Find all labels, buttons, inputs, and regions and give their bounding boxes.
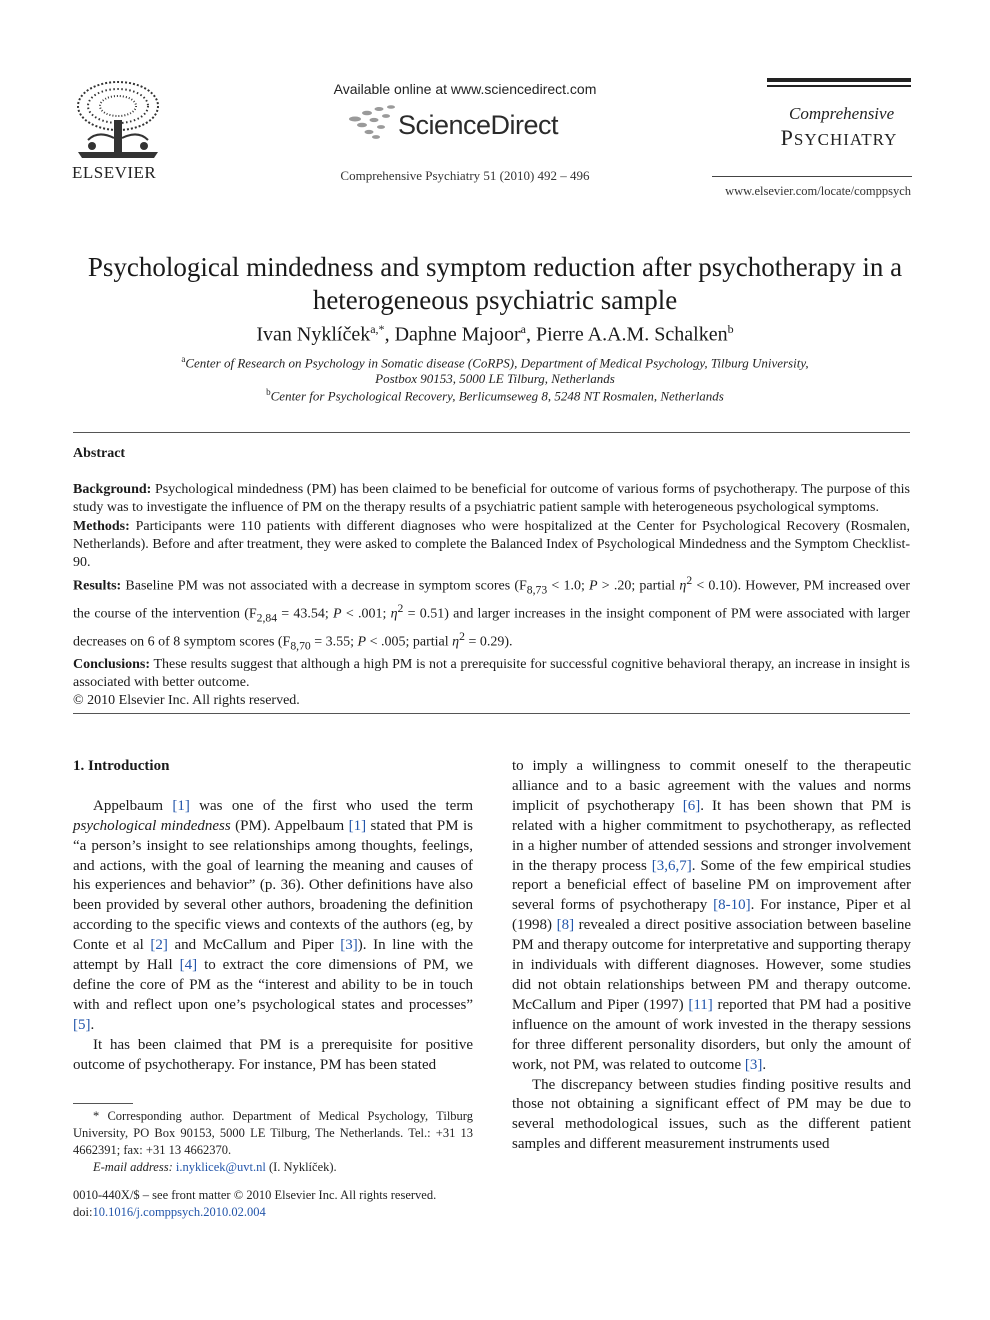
abstract-background: Background: Psychological mindedness (PM) has been claimed to be beneficial for outcome of various forms of psychotherapy. The purpose of this study was to investigate the influence of PM on the therapy results of a psychiatric patient sample with heterogeneous psychological symptoms.: [73, 482, 910, 516]
affiliation-a-line2: Postbox 90153, 5000 LE Tilburg, Netherlands: [375, 371, 615, 386]
affiliation-a-line1: $^a$Center of Research on Psychology in Somatic disease (CoRPS), Department of Medical Psychology, Tilburg University,: [181, 354, 809, 371]
citation-link[interactable]: [3]: [744, 1056, 763, 1073]
abstract-conclusions: Conclusions: These results suggest that although a high PM is not a prerequisite for successful cognitive behavioral therapy, an increase in insight is associated with better outcome.: [73, 656, 910, 691]
header-rule: [712, 176, 912, 177]
citation-link[interactable]: [3]: [340, 937, 358, 954]
journal-citation: Comprehensive Psychiatry 51 (2010) 492 – 496: [340, 168, 590, 183]
journal-url[interactable]: www.elsevier.com/locate/comppsych: [725, 184, 911, 198]
intro-paragraph-1: Appelbaum [1] was one of the first who used the term psychological mindedness (PM). Appelbaum [1] stated that PM is “a person’s insight to see relationships among thoughts, feelings, and actions, with the goal of learning the meaning and causes of his experiences and behavior” (p. 36). Other definitions have also been provided by several other authors, broadening the definition according to the specific views and contexts of the authors (eg, by Conte et al [2] and McCallum and Piper [3]). In line with the attempt by Hall [4] to extract the core dimensions of PM, we define the core of PM as the “interest and ability to be in touch with and reflect upon one’s psychological states and processes” [5].: [73, 797, 474, 1033]
citation-link[interactable]: [11]: [688, 996, 713, 1013]
citation-link[interactable]: [5]: [73, 1016, 91, 1033]
citation-link[interactable]: [4]: [179, 957, 198, 974]
citation-link[interactable]: [6]: [682, 797, 701, 814]
corresponding-author-footnote: * Corresponding author. Department of Medical Psychology, Tilburg University, PO Box 90153, 5000 LE Tilburg, The Netherlands. Tel.: +31 13 4662391; fax: +31 13 4662370. E-mail address: i.nyklicek@uvt.nl (I. Nyklíček).: [73, 1109, 473, 1174]
section-heading: 1. Introduction: [73, 758, 170, 774]
abstract-copyright: © 2010 Elsevier Inc. All rights reserved.: [73, 693, 300, 709]
publisher-name: ELSEVIER: [72, 163, 157, 182]
citation-link[interactable]: [8-10]: [713, 897, 751, 914]
author-list: Ivan Nyklíček$^{a,*}$, Daphne Majoor$^a$, Pierre A.A.M. Schalken$^b$: [256, 322, 734, 346]
author-name: Pierre A.A.M. Schalken: [535, 323, 728, 346]
abstract-body: [73, 481, 910, 711]
intro-paragraph-2: It has been claimed that PM is a prerequisite for positive outcome of psychotherapy. For instance, PM has been stated: [73, 1036, 473, 1073]
citation-link[interactable]: [1]: [172, 797, 190, 814]
front-matter: 0010-440X/$ – see front matter © 2010 Elsevier Inc. All rights reserved. doi:10.1016/j.comppsych.2010.02.004: [73, 1188, 437, 1219]
abstract-methods: Methods: Participants were 110 patients with different diagnoses who were hospitalized at the Center for Psychological Recovery (Rosmalen, Netherlands). Before and after treatment, they were asked to complete the Balanced Index of Psychological Mindedness and the Symptom Checklist-90.: [73, 518, 911, 571]
abstract-results: Results: Baseline PM was not associated with a decrease in symptom scores ($F_{8,73} < 1.0$; P > .20; partial $\eta^2 < 0.10$). However, PM increased over the course of the intervention ($F_{2,84} = 43.54$; P < .001; $\eta^2 = 0.51$) and larger increases in the insight component of PM were associated with larger decreases on 6 of 8 symptom scores ($F_{8,70} = 3.55$; P < .005; partial $\eta^2 = 0.29$).: [73, 574, 911, 653]
intro-paragraph-2-cont: to imply a willingness to commit oneself to the therapeutic alliance and to a basic agreement with the values and norms implicit of psychotherapy [6]. It has been shown that PM is related with a higher commitment to psychotherapy, as reflected in a higher number of attended sessions and stronger involvement in the therapy process [3,6,7]. Some of the few empirical studies report a beneficial effect of baseline PM on improvement after several forms of psychotherapy [8-10]. For instance, Piper et al (1998) [8] revealed a direct positive association between baseline PM and therapy outcome for interpretative and supporting therapy in individuals with different diagnoses. However, some studies did not obtain relationships between PM and therapy outcome. McCallum and Piper (1997) [11] reported that PM had a positive influence on the amount of work invested in the therapy sessions for three different personality disorders, but only the amount of work, not PM, was related to outcome [3].: [512, 758, 912, 1073]
sciencedirect-wordmark: ScienceDirect: [398, 110, 559, 140]
doi-link[interactable]: 10.1016/j.comppsych.2010.02.004: [92, 1205, 266, 1219]
author-name: Ivan Nyklíček: [256, 323, 371, 346]
citation-link[interactable]: [1]: [348, 817, 367, 834]
citation-link[interactable]: [2]: [150, 937, 168, 954]
intro-paragraph-4: The discrepancy between studies finding positive results and those not obtaining a significant effect of PM may be due to several methodological issues, such as the different patient samples and different measurement instruments used: [512, 1076, 911, 1153]
abstract-bottom-rule: [73, 713, 910, 714]
author-name: Daphne Majoor: [394, 323, 521, 346]
footnote-rule: [73, 1103, 133, 1104]
journal-name-line1: Comprehensive: [789, 104, 895, 123]
abstract-top-rule: [73, 432, 910, 433]
journal-logo: [767, 78, 911, 156]
available-online-text: Available online at www.sciencedirect.com: [333, 81, 597, 97]
body-right-column: [512, 757, 911, 1155]
citation-link[interactable]: [3,6,7]: [651, 857, 692, 874]
email-link[interactable]: i.nyklicek@uvt.nl: [175, 1160, 266, 1174]
affiliation-b: $^b$Center for Psychological Recovery, Berlicumseweg 8, 5248 NT Rosmalen, Netherlands: [266, 387, 724, 404]
abstract-heading: Abstract: [73, 446, 126, 461]
body-left-column: [73, 757, 473, 1075]
journal-name-line2: PSYCHIATRY: [780, 125, 898, 150]
citation-link[interactable]: [8]: [556, 917, 575, 934]
article-title: Psychological mindedness and symptom reduction after psychotherapy in a heterogeneous psychiatric sample: [87, 252, 903, 315]
